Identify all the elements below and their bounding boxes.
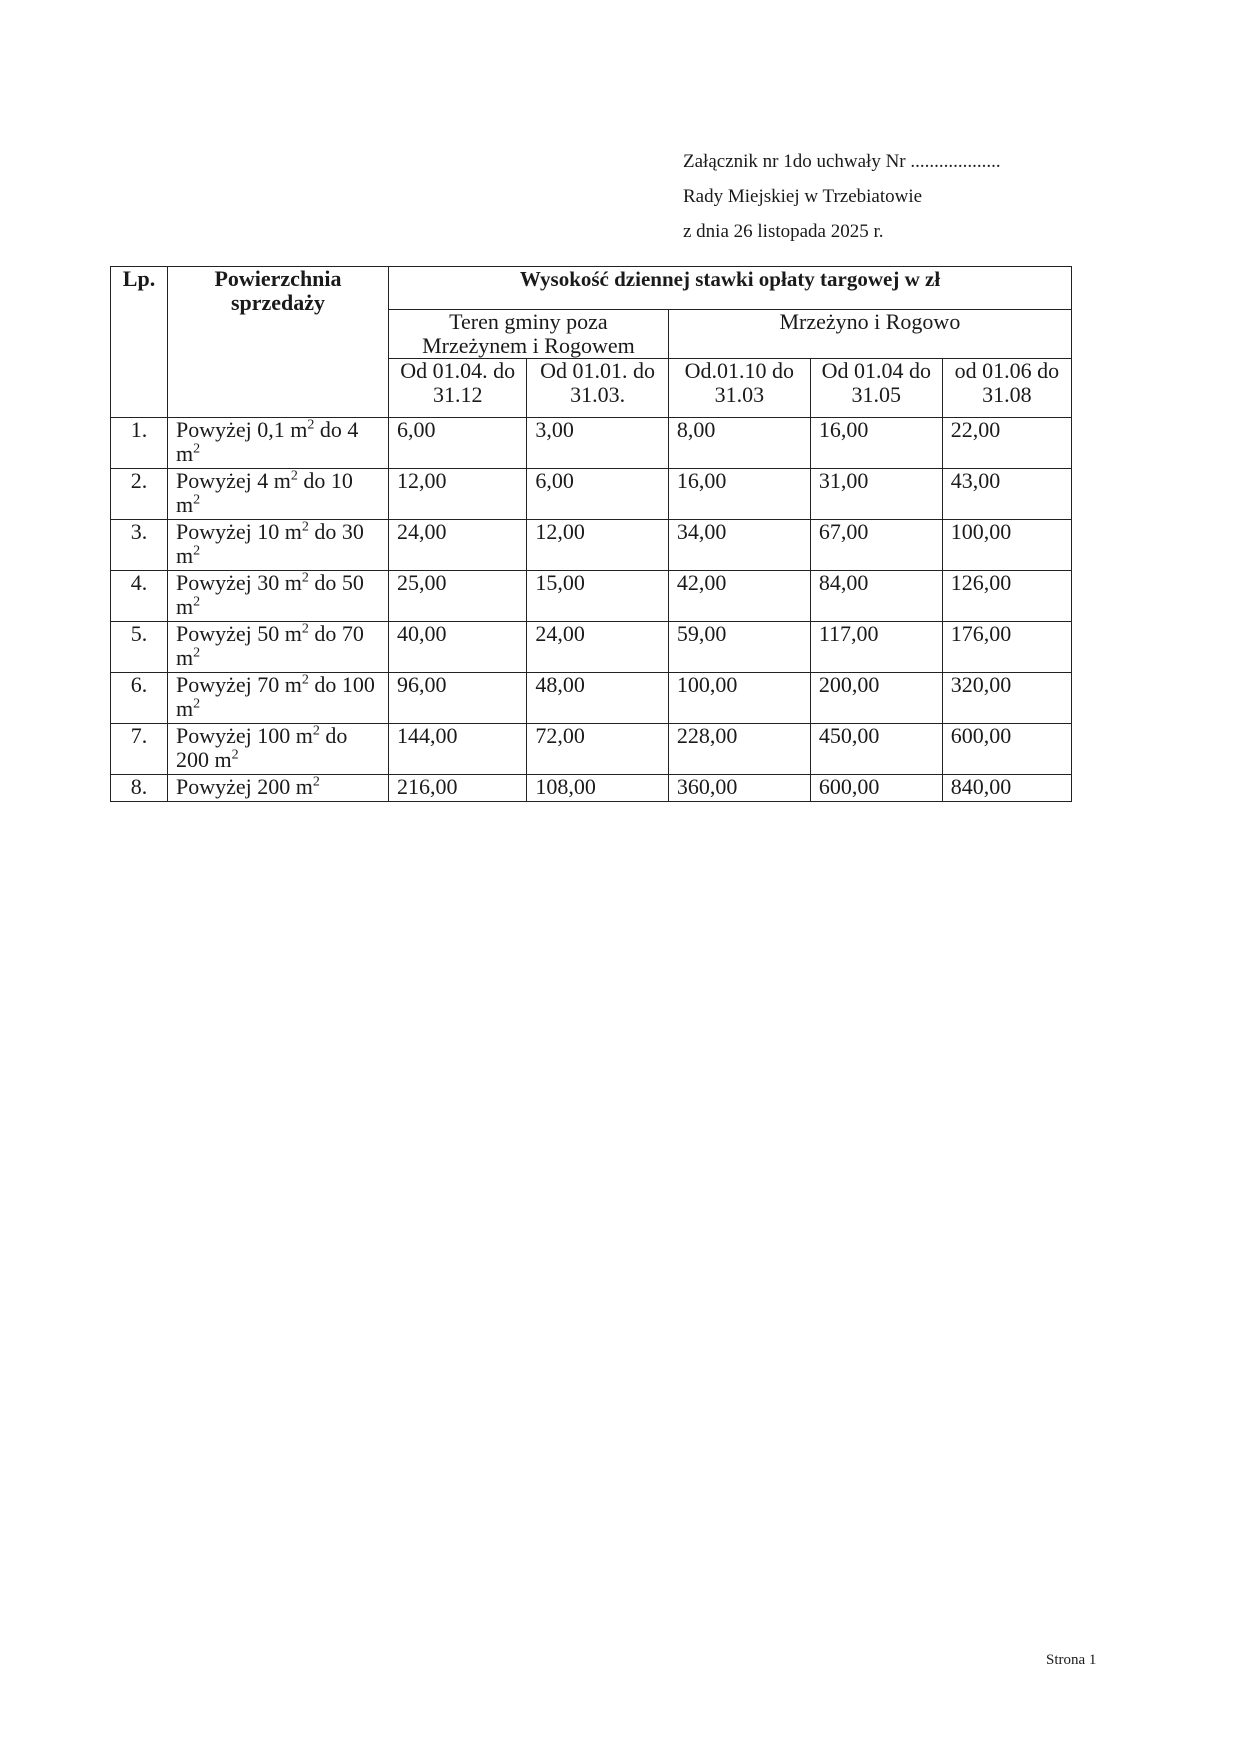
attachment-header bbox=[683, 144, 1001, 249]
area-text: do 4 m bbox=[176, 417, 359, 466]
area-range bbox=[168, 418, 389, 469]
area-text: Powyżej 70 m bbox=[176, 672, 302, 697]
column-header-lp: Lp. bbox=[111, 267, 168, 418]
rate-value: 22,00 bbox=[942, 418, 1071, 469]
rate-value: 15,00 bbox=[527, 571, 668, 622]
superscript: 2 bbox=[193, 492, 201, 508]
rate-value: 59,00 bbox=[668, 622, 810, 673]
rate-value: 34,00 bbox=[668, 520, 810, 571]
table-row bbox=[111, 571, 1072, 622]
superscript: 2 bbox=[312, 774, 320, 790]
superscript: 2 bbox=[193, 594, 201, 610]
area-range bbox=[168, 469, 389, 520]
area-range bbox=[168, 520, 389, 571]
superscript: 2 bbox=[193, 441, 201, 457]
superscript: 2 bbox=[301, 621, 309, 637]
area-text: do 50 m bbox=[176, 570, 364, 619]
column-header-area: Powierzchnia sprzedaży bbox=[168, 267, 389, 418]
row-number: 5. bbox=[111, 622, 168, 673]
area-text: do 70 m bbox=[176, 621, 364, 670]
main-header: Wysokość dziennej stawki opłaty targowej w zł bbox=[389, 267, 1072, 310]
superscript: 2 bbox=[301, 672, 309, 688]
table-row bbox=[111, 418, 1072, 469]
area-range bbox=[168, 724, 389, 775]
rate-value: 840,00 bbox=[942, 775, 1071, 802]
area-range bbox=[168, 571, 389, 622]
area-text: Powyżej 0,1 m bbox=[176, 417, 308, 442]
rate-value: 16,00 bbox=[810, 418, 942, 469]
row-number: 8. bbox=[111, 775, 168, 802]
group-header-outside: Teren gminy poza Mrzeżynem i Rogowem bbox=[389, 310, 669, 359]
row-number: 1. bbox=[111, 418, 168, 469]
area-text: do 200 m bbox=[176, 723, 348, 772]
page-number: Strona 1 bbox=[1046, 1652, 1097, 1668]
rate-value: 600,00 bbox=[810, 775, 942, 802]
rate-value: 108,00 bbox=[527, 775, 668, 802]
table-row bbox=[111, 724, 1072, 775]
area-text: do 30 m bbox=[176, 519, 364, 568]
superscript: 2 bbox=[301, 519, 309, 535]
table-row bbox=[111, 673, 1072, 724]
table-row bbox=[111, 775, 1072, 802]
area-range bbox=[168, 622, 389, 673]
row-number: 7. bbox=[111, 724, 168, 775]
period-header: od 01.06 do 31.08 bbox=[942, 359, 1071, 418]
rate-value: 96,00 bbox=[389, 673, 527, 724]
rate-value: 43,00 bbox=[942, 469, 1071, 520]
rate-value: 84,00 bbox=[810, 571, 942, 622]
rate-value: 144,00 bbox=[389, 724, 527, 775]
superscript: 2 bbox=[193, 696, 201, 712]
rate-value: 600,00 bbox=[942, 724, 1071, 775]
rate-value: 216,00 bbox=[389, 775, 527, 802]
rate-value: 228,00 bbox=[668, 724, 810, 775]
area-text: Powyżej 30 m bbox=[176, 570, 302, 595]
superscript: 2 bbox=[290, 468, 298, 484]
rate-value: 31,00 bbox=[810, 469, 942, 520]
superscript: 2 bbox=[231, 747, 239, 763]
area-text: do 100 m bbox=[176, 672, 375, 721]
superscript: 2 bbox=[312, 723, 320, 739]
market-fee-table bbox=[110, 266, 1072, 802]
rate-value: 24,00 bbox=[527, 622, 668, 673]
area-range bbox=[168, 673, 389, 724]
row-number: 6. bbox=[111, 673, 168, 724]
superscript: 2 bbox=[193, 645, 201, 661]
rate-value: 100,00 bbox=[668, 673, 810, 724]
area-text: Powyżej 100 m bbox=[176, 723, 313, 748]
rate-value: 126,00 bbox=[942, 571, 1071, 622]
rate-value: 8,00 bbox=[668, 418, 810, 469]
rate-value: 450,00 bbox=[810, 724, 942, 775]
row-number: 4. bbox=[111, 571, 168, 622]
table-row bbox=[111, 622, 1072, 673]
row-number: 3. bbox=[111, 520, 168, 571]
rate-value: 200,00 bbox=[810, 673, 942, 724]
group-header-mrzezyno-rogowo: Mrzeżyno i Rogowo bbox=[668, 310, 1071, 359]
area-text: do 10 m bbox=[176, 468, 353, 517]
rate-value: 12,00 bbox=[389, 469, 527, 520]
superscript: 2 bbox=[193, 543, 201, 559]
attachment-title: Załącznik nr 1do uchwały Nr ................... bbox=[683, 151, 1001, 172]
period-header: Od 01.01. do 31.03. bbox=[527, 359, 668, 418]
rate-value: 25,00 bbox=[389, 571, 527, 622]
superscript: 2 bbox=[301, 570, 309, 586]
superscript: 2 bbox=[307, 417, 315, 433]
rate-value: 360,00 bbox=[668, 775, 810, 802]
rate-value: 3,00 bbox=[527, 418, 668, 469]
area-text: Powyżej 4 m bbox=[176, 468, 291, 493]
rate-value: 48,00 bbox=[527, 673, 668, 724]
area-text: Powyżej 200 m bbox=[176, 774, 313, 799]
rate-value: 72,00 bbox=[527, 724, 668, 775]
rate-value: 67,00 bbox=[810, 520, 942, 571]
area-text: Powyżej 10 m bbox=[176, 519, 302, 544]
period-header: Od.01.10 do 31.03 bbox=[668, 359, 810, 418]
rate-value: 16,00 bbox=[668, 469, 810, 520]
period-header: Od 01.04 do 31.05 bbox=[810, 359, 942, 418]
rate-value: 6,00 bbox=[527, 469, 668, 520]
council-name: Rady Miejskiej w Trzebiatowie bbox=[683, 186, 923, 207]
rate-value: 176,00 bbox=[942, 622, 1071, 673]
rate-value: 117,00 bbox=[810, 622, 942, 673]
table-row bbox=[111, 469, 1072, 520]
area-range bbox=[168, 775, 389, 802]
row-number: 2. bbox=[111, 469, 168, 520]
rate-value: 24,00 bbox=[389, 520, 527, 571]
rate-value: 100,00 bbox=[942, 520, 1071, 571]
rate-value: 320,00 bbox=[942, 673, 1071, 724]
rate-value: 12,00 bbox=[527, 520, 668, 571]
rate-value: 40,00 bbox=[389, 622, 527, 673]
area-text: Powyżej 50 m bbox=[176, 621, 302, 646]
rate-value: 6,00 bbox=[389, 418, 527, 469]
resolution-date: z dnia 26 listopada 2025 r. bbox=[683, 221, 884, 242]
table-row bbox=[111, 520, 1072, 571]
period-header: Od 01.04. do 31.12 bbox=[389, 359, 527, 418]
rate-value: 42,00 bbox=[668, 571, 810, 622]
